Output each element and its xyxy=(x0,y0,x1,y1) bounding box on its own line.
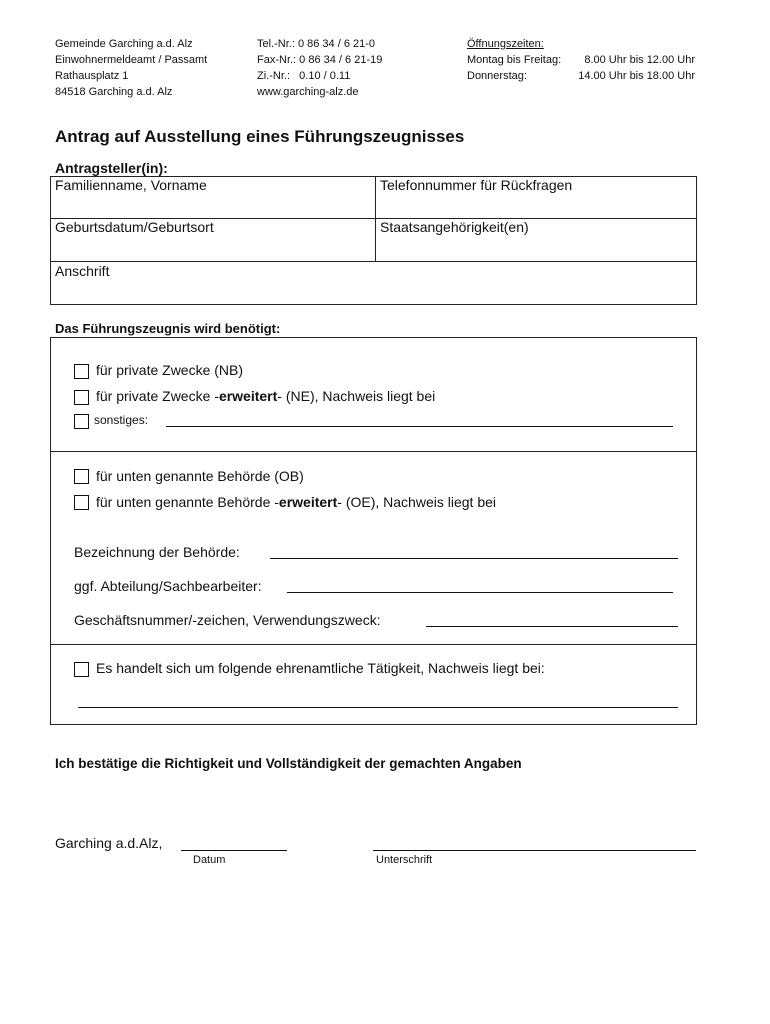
private-nb-label: für private Zwecke (NB) xyxy=(96,362,244,378)
contact-line: Zi.-Nr.: 0.10 / 0.11 xyxy=(257,70,351,82)
birth-field[interactable] xyxy=(51,237,374,260)
label-text: - (OE), Nachweis liegt bei xyxy=(337,494,496,510)
label-text: für unten genannte Behörde - xyxy=(96,494,279,510)
address-field-label: Anschrift xyxy=(55,263,110,279)
volunteer-input-line[interactable] xyxy=(78,707,678,708)
section-divider xyxy=(50,644,697,645)
form-title: Antrag auf Ausstellung eines Führungszeugnisses xyxy=(55,127,465,146)
authority-label: Bezeichnung der Behörde: xyxy=(74,544,240,560)
applicant-heading: Antragsteller(in): xyxy=(55,160,168,176)
section-divider xyxy=(50,451,697,452)
opening-hours xyxy=(467,36,695,84)
reference-label: Geschäftsnummer/-zeichen, Verwendungszweck: xyxy=(74,612,381,628)
website-link[interactable]: www.garching-alz.de xyxy=(257,86,359,98)
hours-row xyxy=(467,68,695,84)
hours-day: Montag bis Freitag: xyxy=(467,54,562,66)
date-caption: Datum xyxy=(193,854,226,866)
name-field[interactable] xyxy=(51,194,374,217)
confirmation-text: Ich bestätige die Richtigkeit und Vollständigkeit der gemachten Angaben xyxy=(55,756,522,771)
address-line: Einwohnermeldeamt / Passamt xyxy=(55,54,208,66)
volunteer-checkbox[interactable] xyxy=(74,662,89,677)
birth-field-label: Geburtsdatum/Geburtsort xyxy=(55,219,214,235)
office-contact xyxy=(257,36,382,100)
date-input-line[interactable] xyxy=(181,850,287,851)
office-address xyxy=(55,36,207,100)
name-field-label: Familienname, Vorname xyxy=(55,177,207,193)
nationality-field-label: Staatsangehörigkeit(en) xyxy=(380,219,529,235)
department-label: ggf. Abteilung/Sachbearbeiter: xyxy=(74,578,262,594)
volunteer-label: Es handelt sich um folgende ehrenamtliche Tätigkeit, Nachweis liegt bei: xyxy=(96,660,545,676)
label-text: für private Zwecke - xyxy=(96,388,219,404)
oe-checkbox[interactable] xyxy=(74,495,89,510)
label-emphasis: erweitert xyxy=(218,388,278,404)
hours-row xyxy=(467,52,695,68)
private-ne-label xyxy=(96,388,435,404)
address-line: 84518 Garching a.d. Alz xyxy=(55,86,173,98)
address-line: Gemeinde Garching a.d. Alz xyxy=(55,38,193,50)
contact-line: Tel.-Nr.: 0 86 34 / 6 21-0 xyxy=(257,38,376,50)
hours-time: 8.00 Uhr bis 12.00 Uhr xyxy=(584,54,695,66)
phone-field[interactable] xyxy=(376,194,696,217)
label-text: - (NE), Nachweis liegt bei xyxy=(277,388,436,404)
reference-input-line[interactable] xyxy=(426,626,678,627)
opening-hours-title: Öffnungszeiten: xyxy=(467,38,544,50)
department-input-line[interactable] xyxy=(287,592,673,593)
contact-line: Fax-Nr.: 0 86 34 / 6 21-19 xyxy=(257,54,383,66)
ob-checkbox[interactable] xyxy=(74,469,89,484)
nationality-field[interactable] xyxy=(376,237,696,260)
table-divider xyxy=(50,261,697,262)
place-label: Garching a.d.Alz, xyxy=(55,835,163,851)
private-ne-checkbox[interactable] xyxy=(74,390,89,405)
ob-label: für unten genannte Behörde (OB) xyxy=(96,468,304,484)
phone-field-label: Telefonnummer für Rückfragen xyxy=(380,177,573,193)
hours-day: Donnerstag: xyxy=(467,70,527,82)
other-input-line[interactable] xyxy=(166,426,673,427)
hours-time: 14.00 Uhr bis 18.00 Uhr xyxy=(578,70,695,82)
address-field[interactable] xyxy=(51,280,696,303)
private-nb-checkbox[interactable] xyxy=(74,364,89,379)
signature-line[interactable] xyxy=(373,850,696,851)
oe-label xyxy=(96,494,496,510)
address-line: Rathausplatz 1 xyxy=(55,70,129,82)
other-label: sonstiges: xyxy=(94,413,149,427)
authority-input-line[interactable] xyxy=(270,558,678,559)
purpose-heading: Das Führungszeugnis wird benötigt: xyxy=(55,321,281,336)
signature-caption: Unterschrift xyxy=(376,854,433,866)
other-checkbox[interactable] xyxy=(74,414,89,429)
label-emphasis: erweitert xyxy=(278,494,338,510)
